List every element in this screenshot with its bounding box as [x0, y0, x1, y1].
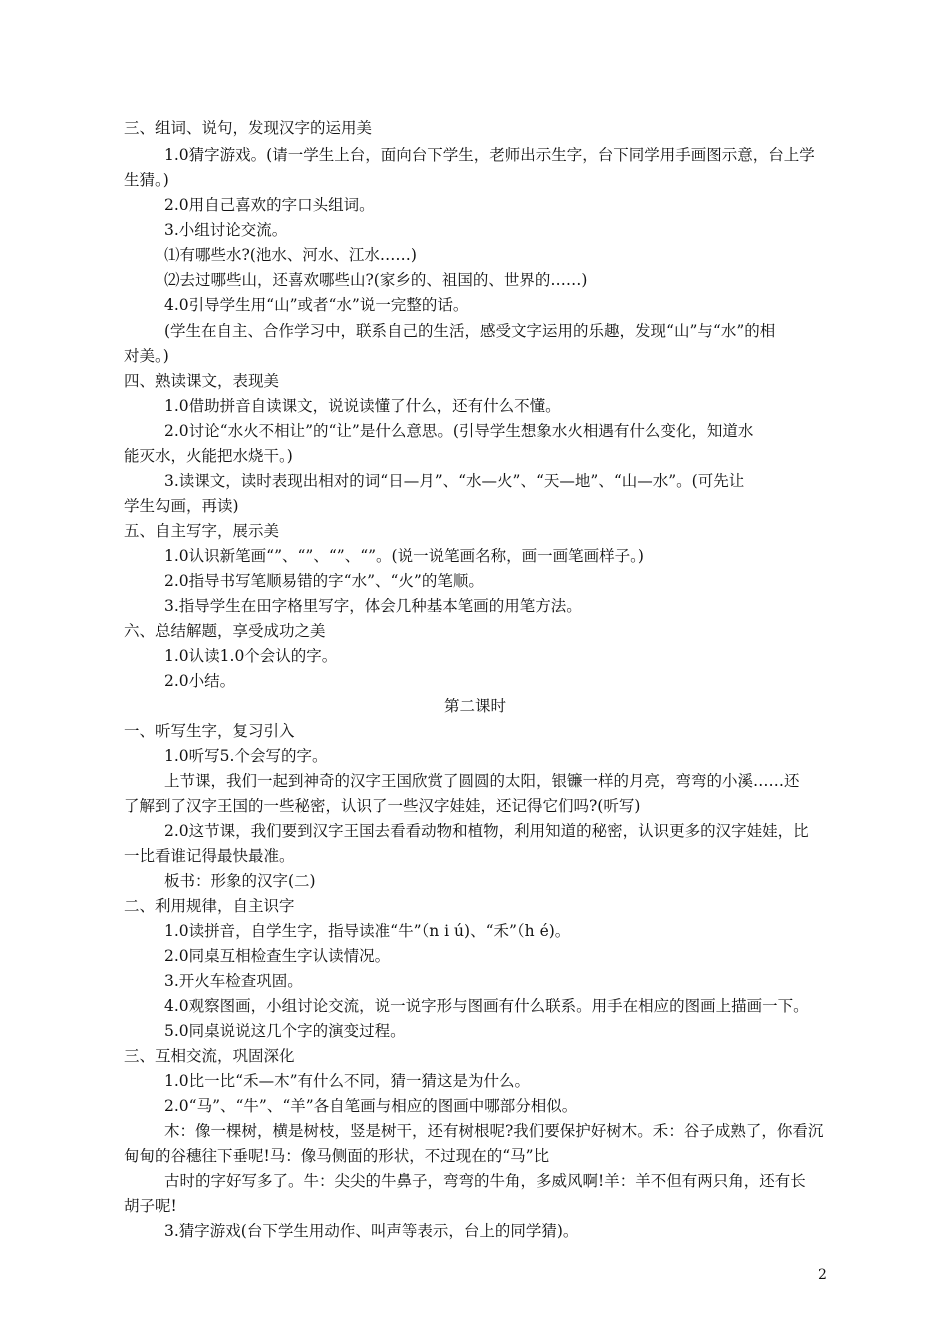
page-number: 2	[818, 1267, 827, 1283]
paragraph-line: ⑵去过哪些山，还喜欢哪些山?(家乡的、祖国的、世界的……)	[164, 271, 588, 289]
paragraph-line: 2.0“马”、“牛”、“羊”各自笔画与相应的图画中哪部分相似。	[164, 1097, 578, 1115]
paragraph-line: 2.0指导书写笔顺易错的字“水”、“火”的笔顺。	[164, 572, 484, 590]
paragraph-line: 生猜。)	[124, 171, 169, 189]
heading-section-5: 五、自主写字，展示美	[124, 522, 280, 540]
paragraph-line: 上节课，我们一起到神奇的汉字王国欣赏了圆圆的太阳，银镰一样的月亮，弯弯的小溪……还	[164, 772, 800, 790]
heading-section-2: 二、利用规律，自主识字	[124, 897, 295, 915]
paragraph-line: 5.0同桌说说这几个字的演变过程。	[164, 1022, 406, 1040]
heading-section-1: 一、听写生字，复习引入	[124, 722, 295, 740]
paragraph-line: 1.0听写5.个会写的字。	[164, 747, 328, 765]
paragraph-line: 3.猜字游戏(台下学生用动作、叫声等表示，台上的同学猜)。	[164, 1222, 579, 1240]
paragraph-line: 1.0借助拼音自读课文，说说读懂了什么，还有什么不懂。	[164, 397, 561, 415]
paragraph-line: 2.0小结。	[164, 672, 236, 690]
paragraph-line: 4.0观察图画，小组讨论交流，说一说字形与图画有什么联系。用手在相应的图画上描画一下。	[164, 997, 809, 1015]
paragraph-line: 1.0认识新笔画“”、“”、“”、“”。(说一说笔画名称，画一画笔画样子。)	[164, 547, 644, 565]
paragraph-line: 对美。)	[124, 347, 169, 365]
paragraph-line: 胡子呢!	[124, 1197, 177, 1215]
heading-section-3b: 三、互相交流，巩固深化	[124, 1047, 295, 1065]
heading-section-6: 六、总结解题，享受成功之美	[124, 622, 326, 640]
paragraph-line: 学生勾画，再读)	[124, 497, 239, 515]
paragraph-line: 1.0读拼音，自学生字，指导读准“牛”（n i ú)、“禾”（h é)。	[164, 922, 571, 940]
paragraph-line: 了解到了汉字王国的一些秘密，认识了一些汉字娃娃，还记得它们吗?(听写)	[124, 797, 641, 815]
paragraph-line: 3.开火车检查巩固。	[164, 972, 303, 990]
paragraph-line: 1.0猜字游戏。(请一学生上台，面向台下学生，老师出示生字，台下同学用手画图示意，台上学	[164, 146, 815, 164]
lesson-title: 第二课时	[443, 697, 506, 715]
paragraph-line: 2.0同桌互相检查生字认读情况。	[164, 947, 391, 965]
blackboard-title: 板书：形象的汉字(二)	[164, 872, 316, 890]
paragraph-line: 2.0用自己喜欢的字口头组词。	[164, 196, 375, 214]
paragraph-line: 3.指导学生在田字格里写字，体会几种基本笔画的用笔方法。	[164, 597, 582, 615]
paragraph-line: (学生在自主、合作学习中，联系自己的生活，感受文字运用的乐趣，发现“山”与“水”的相	[164, 322, 776, 340]
paragraph-line: 古时的字好写多了。牛：尖尖的牛鼻子，弯弯的牛角，多威风啊!羊：羊不但有两只角，还有长	[164, 1172, 806, 1190]
paragraph-line: 木：像一棵树，横是树枝，竖是树干，还有树根呢?我们要保护好树木。禾：谷子成熟了，你看沉	[164, 1122, 824, 1140]
paragraph-line: 1.0比一比“禾—木”有什么不同，猜一猜这是为什么。	[164, 1072, 530, 1090]
paragraph-line: ⑴有哪些水?(池水、河水、江水……)	[164, 246, 417, 264]
paragraph-line: 甸甸的谷穗往下垂呢!马：像马侧面的形状，不过现在的“马”比	[124, 1147, 550, 1165]
paragraph-line: 4.0引导学生用“山”或者“水”说一完整的话。	[164, 296, 469, 314]
paragraph-line: 3.读课文，读时表现出相对的词“日—月”、“水—火”、“天—地”、“山—水”。(可先让	[164, 472, 745, 490]
paragraph-line: 2.0这节课，我们要到汉字王国去看看动物和植物，利用知道的秘密，认识更多的汉字娃娃，比	[164, 822, 809, 840]
paragraph-line: 3.小组讨论交流。	[164, 221, 288, 239]
paragraph-line: 能灭水，火能把水烧干。)	[124, 447, 293, 465]
paragraph-line: 2.0讨论“水火不相让”的“让”是什么意思。(引导学生想象水火相遇有什么变化，知道水	[164, 422, 754, 440]
paragraph-line: 1.0认读1.0个会认的字。	[164, 647, 338, 665]
heading-section-4: 四、熟读课文，表现美	[124, 372, 280, 390]
paragraph-line: 一比看谁记得最快最准。	[124, 847, 295, 865]
heading-section-3: 三、组词、说句，发现汉字的运用美	[124, 119, 373, 137]
